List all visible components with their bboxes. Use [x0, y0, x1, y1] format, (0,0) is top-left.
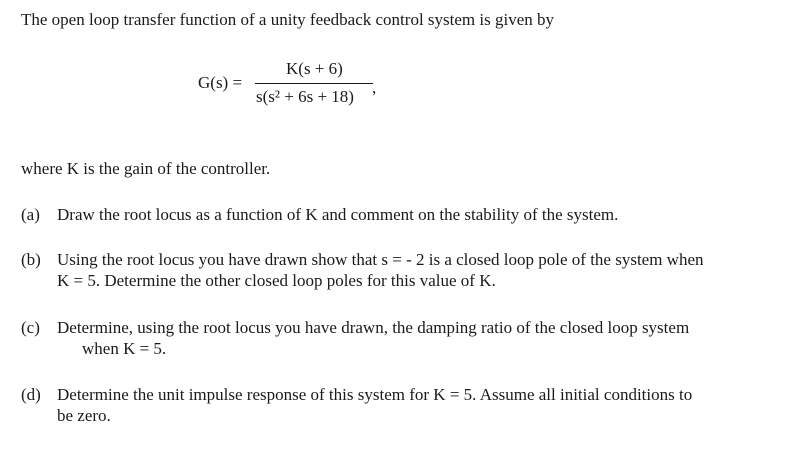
question-c-line-1: Determine, using the root locus you have drawn, the damping ratio of the closed loop system [57, 318, 690, 337]
question-a-line-1: Draw the root locus as a function of K and comment on the stability of the system. [57, 205, 619, 224]
question-d-line-2: be zero. [57, 406, 111, 425]
question-b-line-1: Using the root locus you have drawn show that s = - 2 is a closed loop pole of the system when [57, 250, 704, 269]
formula-denominator: s(s² + 6s + 18) [256, 87, 354, 106]
question-b-label: (b) [21, 250, 41, 269]
question-c-line-2: when K = 5. [82, 339, 167, 358]
formula-lhs: G(s) = [198, 73, 243, 92]
question-c-label: (c) [21, 318, 40, 337]
formula-trailing: , [372, 78, 377, 97]
fraction-bar [255, 83, 373, 84]
question-d-line-1: Determine the unit impulse response of this system for K = 5. Assume all initial conditions to [57, 385, 693, 404]
question-b-line-2: K = 5. Determine the other closed loop poles for this value of K. [57, 271, 496, 290]
transfer-function-formula [198, 58, 398, 112]
question-d-label: (d) [21, 385, 41, 404]
question-a-label: (a) [21, 205, 40, 224]
formula-numerator: K(s + 6) [286, 59, 343, 78]
where-line: where K is the gain of the controller. [21, 159, 271, 178]
problem-intro: The open loop transfer function of a unity feedback control system is given by [21, 10, 554, 29]
